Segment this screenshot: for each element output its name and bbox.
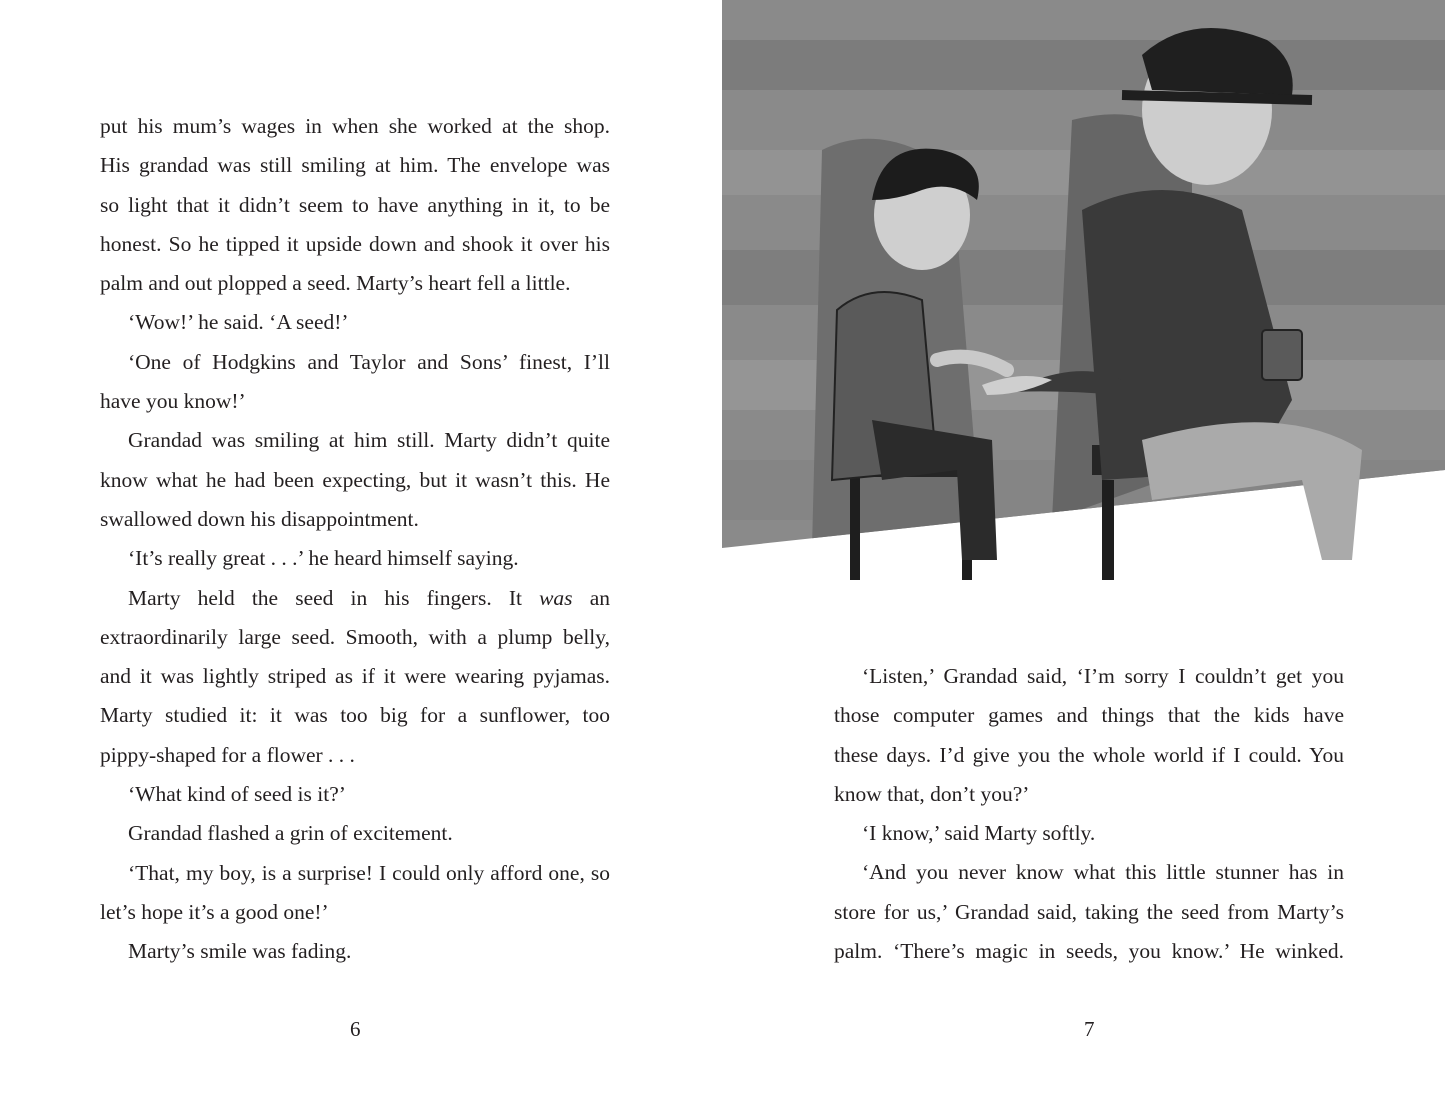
text-line <box>100 382 610 421</box>
text-line <box>834 932 1344 971</box>
text-line-content: ‘What kind of seed is it?’ <box>128 782 346 807</box>
text-line-content: put his mum’s wages in when she worked at the shop. <box>100 114 610 138</box>
text-line <box>834 696 1344 735</box>
text-line-content: know what he had been expecting, but it wasn’t this. He <box>100 467 610 492</box>
text-line <box>100 854 610 893</box>
page-number-left: 6 <box>350 1017 361 1041</box>
text-line-content: ‘Listen,’ Grandad said, ‘I’m sorry I couldn’t get you <box>862 664 1344 688</box>
text-line <box>100 696 610 735</box>
text-line-content: ‘Wow!’ he said. ‘A seed!’ <box>128 310 349 335</box>
illustration-grandad-and-marty <box>722 0 1445 590</box>
text-line <box>834 814 1344 853</box>
text-line <box>834 736 1344 775</box>
text-line <box>100 579 610 618</box>
text-line-content: so light that it didn’t seem to have anything in it, to be <box>100 192 610 217</box>
text-line-content: and it was lightly striped as if it were wearing pyjamas. <box>100 664 610 689</box>
text-line-content: an <box>572 585 610 610</box>
text-line-content: pippy-shaped for a flower . . . <box>100 742 355 767</box>
text-line-content: Marty held the seed in his fingers. It <box>128 585 540 610</box>
text-line-content: know that, don’t you?’ <box>834 781 1030 806</box>
text-line <box>100 893 610 932</box>
text-line <box>100 421 610 460</box>
text-line-content: ‘That, my boy, is a surprise! I could only afford one, so <box>128 860 610 885</box>
text-line <box>834 657 1344 696</box>
text-line <box>100 500 610 539</box>
text-line-content: Grandad flashed a grin of excitement. <box>128 821 453 846</box>
text-line <box>100 146 610 185</box>
text-line-content: Marty’s smile was fading. <box>128 939 352 964</box>
text-line <box>100 657 610 696</box>
left-page <box>0 0 722 1095</box>
emphasis-text: was <box>539 585 573 610</box>
text-line-content: these days. I’d give you the whole world if I could. You <box>834 742 1344 767</box>
text-line-content: Marty studied it: it was too big for a sunflower, too <box>100 703 610 728</box>
text-line-content: palm. ‘There’s magic in seeds, you know.’ He winked. <box>834 939 1344 964</box>
text-line-content: ‘I know,’ said Marty softly. <box>862 821 1096 846</box>
left-page-text <box>100 107 610 972</box>
text-line <box>834 775 1344 814</box>
text-line-content: those computer games and things that the kids have <box>834 703 1344 728</box>
page-number-right: 7 <box>1084 1017 1095 1041</box>
text-line <box>100 539 610 578</box>
text-line <box>100 303 610 342</box>
text-line <box>100 461 610 500</box>
text-line-content: let’s hope it’s a good one!’ <box>100 899 329 924</box>
text-line <box>100 932 610 971</box>
text-line-content: swallowed down his disappointment. <box>100 506 419 531</box>
text-line <box>100 186 610 225</box>
text-line-content: His grandad was still smiling at him. The envelope was <box>100 153 610 178</box>
text-line-content: palm and out plopped a seed. Marty’s heart fell a little. <box>100 271 571 296</box>
right-page <box>722 0 1445 1095</box>
text-line <box>100 775 610 814</box>
text-line-content: ‘And you never know what this little stunner has in <box>862 860 1344 885</box>
text-line <box>100 107 610 146</box>
text-line-content: have you know!’ <box>100 389 246 414</box>
text-line-content: extraordinarily large seed. Smooth, with a plump belly, <box>100 624 610 649</box>
text-line <box>834 853 1344 892</box>
text-line <box>100 736 610 775</box>
right-page-text <box>834 657 1344 971</box>
text-line <box>100 618 610 657</box>
text-line-content: ‘One of Hodgkins and Taylor and Sons’ finest, I’ll <box>128 349 610 374</box>
text-line-content: ‘It’s really great . . .’ he heard himself saying. <box>128 546 519 571</box>
text-line <box>100 225 610 264</box>
text-line-content: Grandad was smiling at him still. Marty didn’t quite <box>128 428 610 453</box>
text-line <box>834 893 1344 932</box>
text-line <box>100 814 610 853</box>
text-line-content: store for us,’ Grandad said, taking the seed from Marty’s <box>834 899 1344 924</box>
text-line <box>100 343 610 382</box>
text-line-content: honest. So he tipped it upside down and shook it over his <box>100 231 610 256</box>
text-line <box>100 264 610 303</box>
